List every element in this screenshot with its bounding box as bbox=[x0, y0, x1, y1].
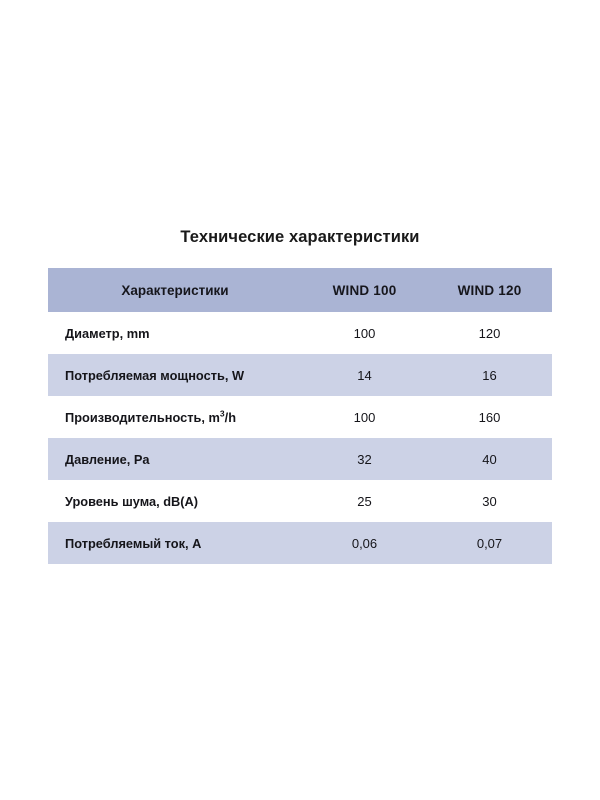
row-value-pressure-wind-120: 40 bbox=[427, 438, 552, 480]
column-header-characteristics: Характеристики bbox=[48, 268, 302, 312]
row-value-airflow-wind-120: 160 bbox=[427, 396, 552, 438]
row-value-diameter-wind-100: 100 bbox=[302, 312, 427, 354]
page-title: Технические характеристики bbox=[180, 228, 420, 246]
row-label-airflow-suffix: /h bbox=[224, 409, 237, 425]
row-label-noise: Уровень шума, dB(A) bbox=[48, 480, 302, 522]
row-value-noise-wind-120: 30 bbox=[427, 480, 552, 522]
table-row bbox=[48, 522, 552, 564]
specifications-table bbox=[48, 268, 552, 564]
column-header-wind-120: WIND 120 bbox=[427, 268, 552, 312]
table-row bbox=[48, 438, 552, 480]
row-value-current-wind-100: 0,06 bbox=[302, 522, 427, 564]
row-label-pressure: Давление, Pa bbox=[48, 438, 302, 480]
row-label-airflow-prefix: Производительность, m bbox=[65, 409, 220, 425]
row-value-airflow-wind-100: 100 bbox=[302, 396, 427, 438]
table-header-row bbox=[48, 268, 552, 312]
row-value-power-wind-100: 14 bbox=[302, 354, 427, 396]
row-label-airflow-superscript: 3 bbox=[219, 408, 225, 419]
row-label-airflow bbox=[48, 396, 302, 438]
table-body bbox=[48, 312, 552, 564]
column-header-wind-100: WIND 100 bbox=[302, 268, 427, 312]
table-row bbox=[48, 396, 552, 438]
row-value-pressure-wind-100: 32 bbox=[302, 438, 427, 480]
table-header bbox=[48, 268, 552, 312]
table-row bbox=[48, 480, 552, 522]
row-label-current: Потребляемый ток, A bbox=[48, 522, 302, 564]
row-value-power-wind-120: 16 bbox=[427, 354, 552, 396]
row-value-noise-wind-100: 25 bbox=[302, 480, 427, 522]
row-value-diameter-wind-120: 120 bbox=[427, 312, 552, 354]
row-value-current-wind-120: 0,07 bbox=[427, 522, 552, 564]
table-row bbox=[48, 312, 552, 354]
row-label-diameter: Диаметр, mm bbox=[48, 312, 302, 354]
row-label-power: Потребляемая мощность, W bbox=[48, 354, 302, 396]
table-row bbox=[48, 354, 552, 396]
